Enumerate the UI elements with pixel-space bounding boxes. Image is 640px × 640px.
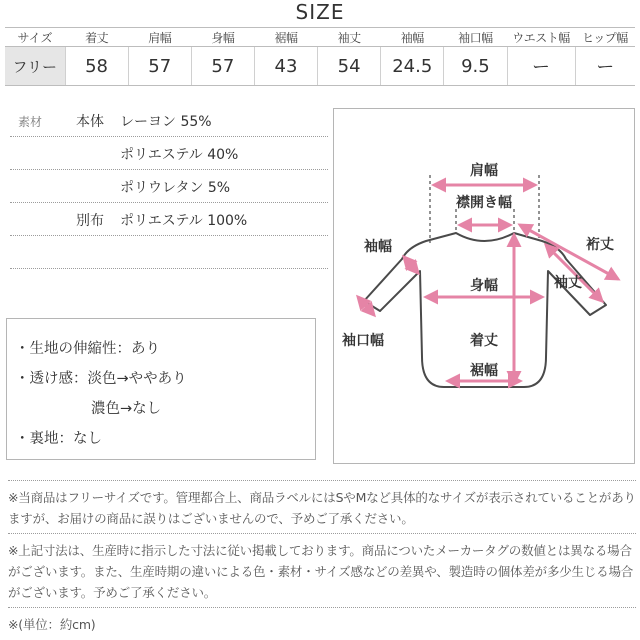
label-sleeve-width: 袖幅 [364, 239, 392, 255]
notes-divider [8, 607, 636, 608]
label-length: 着丈 [470, 333, 498, 349]
note-free-size: ※当商品はフリーサイズです。管理都合上、商品ラベルにはSやMなど具体的なサイズが表示されていることがありますが、お届けの商品に誤りはございませんので、予めご了承ください。 [8, 490, 636, 526]
property-sheer-dark: 濃色→なし [91, 401, 162, 417]
cell-size: フリー [5, 47, 65, 86]
material-item: レーヨン 55% [120, 114, 212, 130]
material-main-part: 本体 [76, 114, 104, 130]
material-row [10, 203, 328, 236]
header-size: サイズ [5, 28, 65, 47]
header-body-width: 身幅 [191, 28, 254, 47]
header-length: 着丈 [65, 28, 128, 47]
sleeve-width-arrow [404, 257, 418, 273]
material-item: ポリウレタン 5% [120, 180, 231, 196]
garment-illustration [334, 109, 636, 465]
label-sleeve-length: 袖丈 [554, 275, 582, 291]
material-row [10, 104, 328, 137]
label-shoulder: 肩幅 [470, 163, 498, 179]
header-sleeve-length: 袖丈 [318, 28, 381, 47]
note-unit: ※(単位：約cm) [8, 617, 96, 632]
note-measurement: ※上記寸法は、生産時に指示した寸法に従い掲載しております。商品についたメーカータグの数値とは異なる場合がございます。また、生産時期の違いによる色・素材・サイズ感などの差異や、製造時の個体差が多少生じる場合がございます。予めご了承ください。 [8, 543, 634, 600]
header-sleeve-width: 袖幅 [381, 28, 444, 47]
material-sub-part: 別布 [76, 213, 104, 229]
header-hip: ヒップ幅 [575, 28, 635, 47]
label-hem: 裾幅 [470, 363, 498, 379]
label-body-width: 身幅 [470, 278, 498, 294]
cell-shoulder: 57 [128, 47, 191, 86]
cell-body-width: 57 [191, 47, 254, 86]
measurement-diagram [333, 108, 635, 464]
material-item: ポリエステル 40% [120, 147, 239, 163]
size-title: SIZE [295, 0, 345, 24]
material-row-empty [10, 236, 328, 269]
cell-cuff: 9.5 [444, 47, 507, 86]
cell-length: 58 [65, 47, 128, 86]
notes-section [8, 476, 636, 635]
material-row [10, 137, 328, 170]
cell-sleeve-width: 24.5 [381, 47, 444, 86]
property-stretch: ・生地の伸縮性：あり [15, 341, 160, 357]
size-table-row [5, 47, 635, 86]
material-label: 素材 [18, 115, 43, 129]
notes-divider [8, 533, 636, 534]
cell-waist: ー [507, 47, 575, 86]
materials-list [10, 104, 328, 269]
cell-sleeve-length: 54 [318, 47, 381, 86]
property-lining: ・裏地：なし [15, 431, 102, 447]
notes-divider [8, 480, 636, 481]
header-cuff: 袖口幅 [444, 28, 507, 47]
header-shoulder: 肩幅 [128, 28, 191, 47]
fabric-properties-box [6, 318, 316, 460]
material-row [10, 170, 328, 203]
cell-hip: ー [575, 47, 635, 86]
header-hem: 裾幅 [254, 28, 317, 47]
material-item: ポリエステル 100% [120, 213, 248, 229]
property-sheer: ・透け感：淡色→ややあり [15, 371, 187, 387]
label-yuki: 裄丈 [586, 237, 614, 253]
label-cuff: 袖口幅 [342, 333, 384, 349]
header-waist: ウエスト幅 [507, 28, 575, 47]
size-table-header-row [5, 28, 635, 47]
label-neck: 襟開き幅 [456, 195, 512, 211]
size-table [5, 27, 635, 86]
cell-hem: 43 [254, 47, 317, 86]
